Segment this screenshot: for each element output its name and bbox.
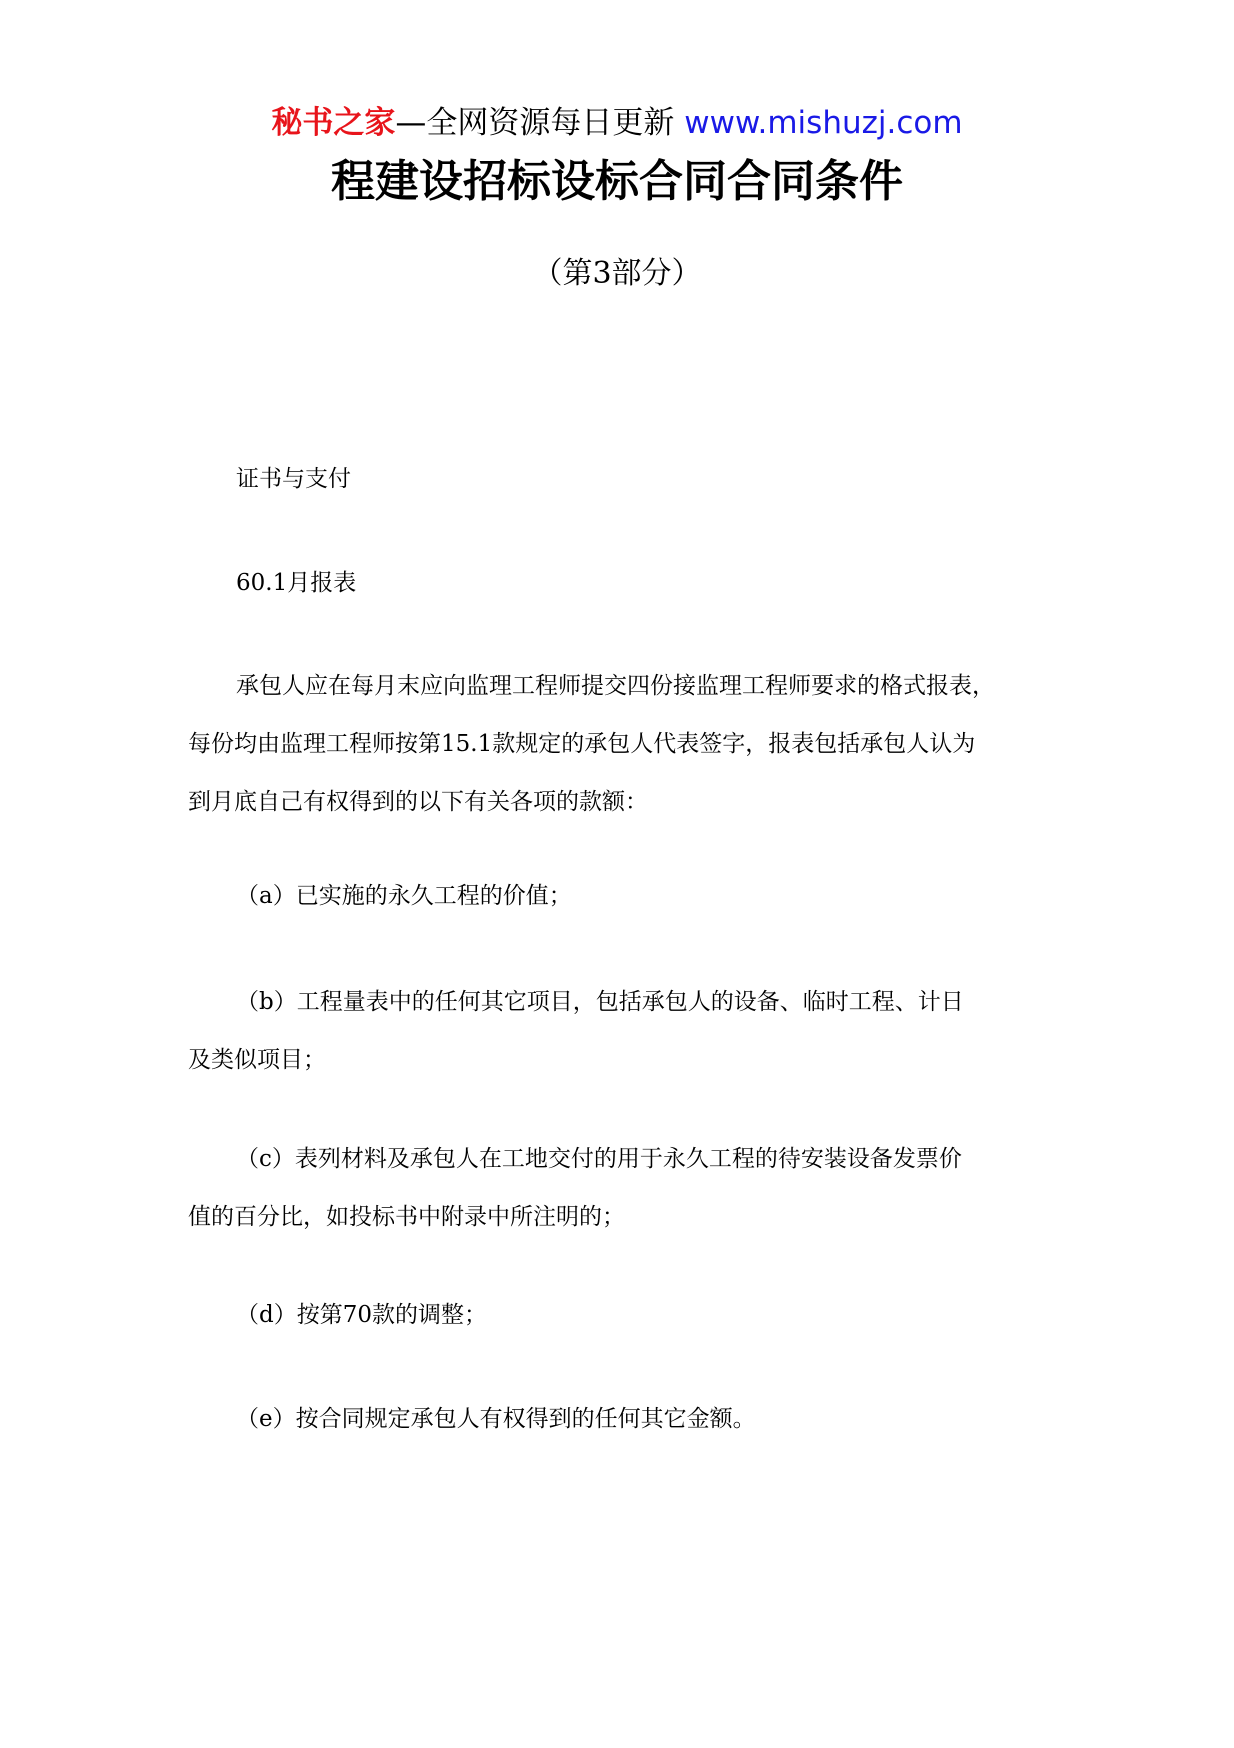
- text-line: 值的百分比，如投标书中附录中所注明的；: [188, 1204, 625, 1230]
- text-line: （d）按第70款的调整；: [236, 1302, 487, 1328]
- text-line: 承包人应在每月末应向监理工程师提交四份接监理工程师要求的格式报表，: [236, 673, 995, 699]
- list-item-e: [188, 1390, 1068, 1448]
- body-section-8: [188, 1390, 1068, 1448]
- body-section-4: [188, 867, 1068, 925]
- text-line: （c）表列材料及承包人在工地交付的用于永久工程的待安装设备发票价: [236, 1146, 962, 1172]
- list-item-b: [188, 973, 1068, 1089]
- document-subtitle: （第3部分）: [532, 256, 702, 291]
- text-line: 每份均由监理工程师按第15.1款规定的承包人代表签字，报表包括承包人认为: [188, 731, 976, 757]
- section-heading: [188, 450, 1068, 508]
- body-section-7: [188, 1286, 1068, 1344]
- site-banner: [0, 100, 1234, 146]
- text-line: 到月底自己有权得到的以下有关各项的款额：: [188, 789, 648, 815]
- body-section-5: [188, 973, 1068, 1089]
- text-line: 60.1月报表: [236, 570, 357, 596]
- banner-slogan: —全网资源每日更新: [395, 105, 685, 141]
- text-line: （e）按合同规定承包人有权得到的任何其它金额。: [236, 1406, 756, 1432]
- body-section-1: [188, 450, 1068, 508]
- text-line: 及类似项目；: [188, 1047, 326, 1073]
- text-line: （b）工程量表中的任何其它项目，包括承包人的设备、临时工程、计日: [236, 989, 964, 1015]
- list-item-c: [188, 1130, 1068, 1246]
- document-title: 程建设招标设标合同合同条件: [331, 156, 903, 207]
- text-line: （a）已实施的永久工程的价值；: [236, 883, 572, 909]
- body-section-6: [188, 1130, 1068, 1246]
- site-url[interactable]: www.mishuzj.com: [684, 105, 963, 141]
- clause-heading: [188, 554, 1068, 612]
- body-section-2: [188, 554, 1068, 612]
- brand-name: 秘书之家: [271, 105, 396, 141]
- text-line: 证书与支付: [236, 466, 351, 492]
- list-item-a: [188, 867, 1068, 925]
- list-item-d: [188, 1286, 1068, 1344]
- paragraph: [188, 657, 1068, 831]
- body-section-3: [188, 657, 1068, 831]
